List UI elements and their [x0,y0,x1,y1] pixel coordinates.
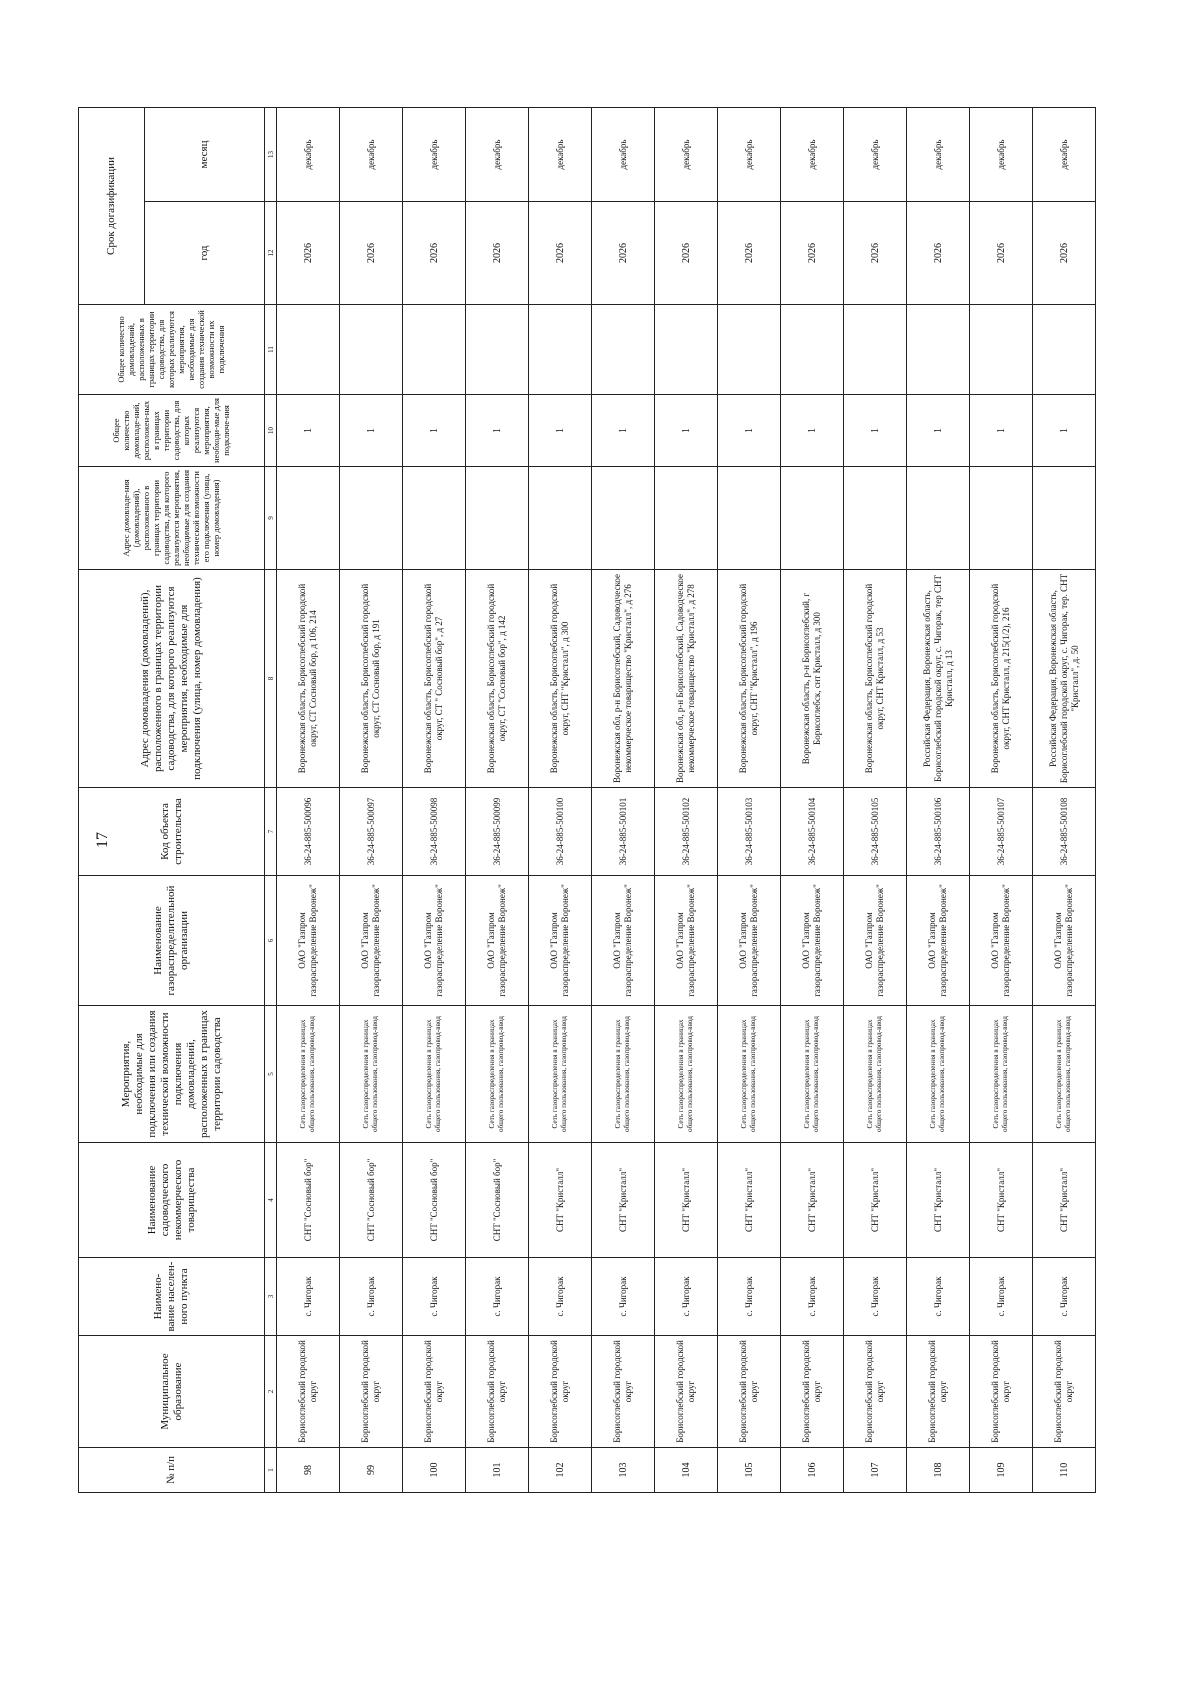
cell-object-code: 36-24-885-500101 [592,788,655,876]
cell-year: 2026 [340,202,403,305]
column-number: 6 [265,876,277,1006]
cell-count-possibility [844,305,907,395]
header-year: год [145,202,265,305]
header-measures: Мероприятия, необходимые для подключения или создания технической возможности подключения домовладений, расположенных в границах территории садоводства [79,1006,265,1143]
cell-gas-org: ОАО "Газпром газораспределение Воронеж" [781,876,844,1006]
cell-municipality: Борисоглебский городской округ [1033,1336,1096,1448]
cell-municipality: Борисоглебский городской округ [844,1336,907,1448]
cell-measures: Сеть газораспределения в границах общего пользования, газопровод-ввод [340,1006,403,1143]
cell-partnership: СНТ "Кристалл" [781,1143,844,1258]
cell-address-possibility [277,467,340,570]
cell-gas-org: ОАО "Газпром газораспределение Воронеж" [718,876,781,1006]
column-number: 11 [265,305,277,395]
cell-locality: с. Чигорак [466,1258,529,1336]
cell-gas-org: ОАО "Газпром газораспределение Воронеж" [655,876,718,1006]
table-body [277,107,1096,1492]
cell-measures: Сеть газораспределения в границах общего пользования, газопровод-ввод [1033,1006,1096,1143]
cell-month: декабрь [781,107,844,201]
cell-no: 103 [592,1448,655,1493]
cell-object-code: 36-24-885-500106 [907,788,970,876]
cell-object-code: 36-24-885-500108 [1033,788,1096,876]
cell-locality: с. Чигорак [970,1258,1033,1336]
cell-municipality: Борисоглебский городской округ [403,1336,466,1448]
cell-count-connection: 1 [844,395,907,467]
header-count-possibility: Общее количество домовладений, расположенных в границах территории садоводства, для которых реализуются мероприятия, необходимые для создания технической возможности их подключения [79,305,265,395]
cell-year: 2026 [1033,202,1096,305]
cell-locality: с. Чигорак [655,1258,718,1336]
cell-partnership: СНТ "Кристалл" [655,1143,718,1258]
cell-measures: Сеть газораспределения в границах общего пользования, газопровод-ввод [781,1006,844,1143]
cell-partnership: СНТ "Сосновый бор" [466,1143,529,1258]
cell-no: 106 [781,1448,844,1493]
cell-municipality: Борисоглебский городской округ [277,1336,340,1448]
cell-year: 2026 [466,202,529,305]
cell-address-possibility [970,467,1033,570]
cell-gas-org: ОАО "Газпром газораспределение Воронеж" [529,876,592,1006]
cell-gas-org: ОАО "Газпром газораспределение Воронеж" [403,876,466,1006]
cell-locality: с. Чигорак [340,1258,403,1336]
cell-partnership: СНТ "Кристалл" [1033,1143,1096,1258]
cell-count-possibility [340,305,403,395]
cell-partnership: СНТ "Сосновый бор" [277,1143,340,1258]
column-number: 8 [265,570,277,788]
column-number: 9 [265,467,277,570]
cell-address-possibility [466,467,529,570]
cell-count-connection: 1 [718,395,781,467]
cell-locality: с. Чигорак [529,1258,592,1336]
cell-count-connection: 1 [466,395,529,467]
cell-address: Воронежская область, Борисоглебский городской округ, СНТ Кристалл, д 215(1/2), 216 [970,570,1033,788]
header-no: № п/п [79,1448,265,1493]
cell-year: 2026 [781,202,844,305]
cell-partnership: СНТ "Кристалл" [970,1143,1033,1258]
cell-count-possibility [781,305,844,395]
header-partnership: Наименование садоводческого некоммерческого товарищества [79,1143,265,1258]
cell-count-connection: 1 [970,395,1033,467]
cell-locality: с. Чигорак [844,1258,907,1336]
table-row [970,107,1033,1492]
cell-count-possibility [970,305,1033,395]
cell-address: Воронежская область, Борисоглебский городской округ, СНТ "Кристалл", д 196 [718,570,781,788]
cell-address-possibility [844,467,907,570]
cell-count-possibility [1033,305,1096,395]
cell-count-possibility [655,305,718,395]
gasification-table [78,107,1096,1493]
cell-gas-org: ОАО "Газпром газораспределение Воронеж" [277,876,340,1006]
table-row [718,107,781,1492]
column-number: 1 [265,1448,277,1493]
cell-measures: Сеть газораспределения в границах общего пользования, газопровод-ввод [466,1006,529,1143]
cell-measures: Сеть газораспределения в границах общего пользования, газопровод-ввод [655,1006,718,1143]
cell-measures: Сеть газораспределения в границах общего пользования, газопровод-ввод [970,1006,1033,1143]
cell-address: Воронежская область, Борисоглебский городской округ, СТ Сосновый бор, д 106, 214 [277,570,340,788]
cell-measures: Сеть газораспределения в границах общего пользования, газопровод-ввод [529,1006,592,1143]
cell-year: 2026 [718,202,781,305]
cell-count-connection: 1 [529,395,592,467]
table-row [529,107,592,1492]
cell-municipality: Борисоглебский городской округ [466,1336,529,1448]
cell-no: 100 [403,1448,466,1493]
cell-partnership: СНТ "Кристалл" [529,1143,592,1258]
cell-measures: Сеть газораспределения в границах общего пользования, газопровод-ввод [277,1006,340,1143]
cell-no: 105 [718,1448,781,1493]
cell-address-possibility [403,467,466,570]
cell-object-code: 36-24-885-500104 [781,788,844,876]
cell-month: декабрь [844,107,907,201]
cell-address: Воронежская область, Борисоглебский городской округ, СТ "Сосновый бор", д 142 [466,570,529,788]
cell-address: Воронежская обл, р-н Борисоглебский, Садоводческое некоммерческое товарищество "Кристалл", д 278 [655,570,718,788]
cell-partnership: СНТ "Сосновый бор" [340,1143,403,1258]
cell-address-possibility [340,467,403,570]
cell-locality: с. Чигорак [718,1258,781,1336]
cell-gas-org: ОАО "Газпром газораспределение Воронеж" [1033,876,1096,1006]
cell-month: декабрь [403,107,466,201]
cell-address-possibility [781,467,844,570]
cell-object-code: 36-24-885-500097 [340,788,403,876]
table-row [403,107,466,1492]
cell-no: 98 [277,1448,340,1493]
column-number-row [265,107,277,1492]
cell-gas-org: ОАО "Газпром газораспределение Воронеж" [592,876,655,1006]
cell-partnership: СНТ "Кристалл" [718,1143,781,1258]
cell-year: 2026 [970,202,1033,305]
cell-year: 2026 [655,202,718,305]
cell-no: 108 [907,1448,970,1493]
cell-month: декабрь [277,107,340,201]
cell-count-connection: 1 [277,395,340,467]
header-address-possibility: Адрес домовладе-ния (домовладений), расположенного в границах территории садоводства, для которого реализуются мероприятия, необходимые для создания технической возможности его подключения (улица, номер домовладения) [79,467,265,570]
table-row [907,107,970,1492]
cell-count-possibility [592,305,655,395]
cell-month: декабрь [592,107,655,201]
cell-count-possibility [466,305,529,395]
cell-address-possibility [592,467,655,570]
cell-no: 110 [1033,1448,1096,1493]
cell-count-connection: 1 [655,395,718,467]
table-row [844,107,907,1492]
header-month: месяц [145,107,265,201]
cell-locality: с. Чигорак [277,1258,340,1336]
cell-locality: с. Чигорак [403,1258,466,1336]
column-number: 5 [265,1006,277,1143]
cell-address-possibility [907,467,970,570]
cell-municipality: Борисоглебский городской округ [655,1336,718,1448]
header-count-connection: Общее количество домовладе-ний, расположен-ных в границах территории садоводства, для которых реализуются мероприятия, необходи-мые для подключе-ния [79,395,265,467]
cell-gas-org: ОАО "Газпром газораспределение Воронеж" [844,876,907,1006]
cell-address-possibility [1033,467,1096,570]
cell-address: Воронежская область, Борисоглебский городской округ, СНТ Кристалл, д 53 [844,570,907,788]
cell-address-possibility [529,467,592,570]
table-row [592,107,655,1492]
column-number: 3 [265,1258,277,1336]
cell-month: декабрь [340,107,403,201]
cell-count-possibility [718,305,781,395]
cell-partnership: СНТ "Кристалл" [844,1143,907,1258]
cell-address: Воронежская область, Борисоглебский городской округ, СНТ "Кристалл", д 300 [529,570,592,788]
cell-address: Воронежская область, Борисоглебский городской округ, СТ " Сосновый бор", д 27 [403,570,466,788]
cell-no: 99 [340,1448,403,1493]
cell-no: 107 [844,1448,907,1493]
header-deadline: Срок догазификации [79,107,145,304]
cell-locality: с. Чигорак [907,1258,970,1336]
cell-municipality: Борисоглебский городской округ [907,1336,970,1448]
column-number: 10 [265,395,277,467]
cell-count-connection: 1 [1033,395,1096,467]
cell-address: Российская Федерация, Воронежская область, Борисоглебский городской округ, с. Чигорак, тер СНТ Кристалл, д 13 [907,570,970,788]
cell-object-code: 36-24-885-500099 [466,788,529,876]
cell-count-connection: 1 [907,395,970,467]
cell-address-possibility [718,467,781,570]
cell-address: Воронежская область, р-н Борисоглебский, г Борисоглебск, снт Кристалл, д 300 [781,570,844,788]
cell-municipality: Борисоглебский городской округ [340,1336,403,1448]
cell-measures: Сеть газораспределения в границах общего пользования, газопровод-ввод [907,1006,970,1143]
cell-municipality: Борисоглебский городской округ [592,1336,655,1448]
table-row [655,107,718,1492]
cell-year: 2026 [277,202,340,305]
cell-object-code: 36-24-885-500098 [403,788,466,876]
cell-object-code: 36-24-885-500107 [970,788,1033,876]
cell-partnership: СНТ "Сосновый бор" [403,1143,466,1258]
header-locality: Наимено-вание населен-ного пункта [79,1258,265,1336]
cell-count-possibility [403,305,466,395]
cell-no: 104 [655,1448,718,1493]
table-row [466,107,529,1492]
cell-gas-org: ОАО "Газпром газораспределение Воронеж" [466,876,529,1006]
cell-count-connection: 1 [592,395,655,467]
cell-municipality: Борисоглебский городской округ [781,1336,844,1448]
cell-count-connection: 1 [340,395,403,467]
cell-year: 2026 [529,202,592,305]
cell-gas-org: ОАО "Газпром газораспределение Воронеж" [970,876,1033,1006]
header-row-top [79,107,145,1492]
column-number: 13 [265,107,277,201]
cell-gas-org: ОАО "Газпром газораспределение Воронеж" [907,876,970,1006]
cell-measures: Сеть газораспределения в границах общего пользования, газопровод-ввод [718,1006,781,1143]
cell-count-connection: 1 [403,395,466,467]
column-number: 12 [265,202,277,305]
header-object-code: Код объекта строительства [79,788,265,876]
cell-measures: Сеть газораспределения в границах общего пользования, газопровод-ввод [844,1006,907,1143]
cell-object-code: 36-24-885-500102 [655,788,718,876]
table-row [277,107,340,1492]
header-municipality: Муниципальное образование [79,1336,265,1448]
cell-no: 101 [466,1448,529,1493]
cell-count-possibility [277,305,340,395]
cell-municipality: Борисоглебский городской округ [718,1336,781,1448]
cell-count-connection: 1 [781,395,844,467]
cell-locality: с. Чигорак [1033,1258,1096,1336]
rotated-document [78,108,1095,1493]
cell-object-code: 36-24-885-500103 [718,788,781,876]
cell-year: 2026 [907,202,970,305]
cell-year: 2026 [592,202,655,305]
cell-partnership: СНТ "Кристалл" [907,1143,970,1258]
column-number: 7 [265,788,277,876]
cell-gas-org: ОАО "Газпром газораспределение Воронеж" [340,876,403,1006]
cell-object-code: 36-24-885-500105 [844,788,907,876]
cell-address: Российская Федерация, Воронежская область, Борисоглебский городской округ, с. Чигорак, тер. СНТ "Кристалл", д. 50 [1033,570,1096,788]
cell-month: декабрь [970,107,1033,201]
cell-month: декабрь [718,107,781,201]
cell-month: декабрь [655,107,718,201]
cell-count-possibility [907,305,970,395]
column-number: 4 [265,1143,277,1258]
cell-object-code: 36-24-885-500100 [529,788,592,876]
cell-count-possibility [529,305,592,395]
cell-municipality: Борисоглебский городской округ [970,1336,1033,1448]
table-row [340,107,403,1492]
cell-month: декабрь [1033,107,1096,201]
cell-year: 2026 [844,202,907,305]
cell-address-possibility [655,467,718,570]
cell-municipality: Борисоглебский городской округ [529,1336,592,1448]
cell-address: Воронежская обл, р-н Борисоглебский, Садоводческое некоммерческое товарищество "Кристалл", д 276 [592,570,655,788]
table-row [781,107,844,1492]
cell-address: Воронежская область, Борисоглебский городской округ, СТ Сосновый бор, д 191 [340,570,403,788]
cell-measures: Сеть газораспределения в границах общего пользования, газопровод-ввод [592,1006,655,1143]
cell-object-code: 36-24-885-500096 [277,788,340,876]
cell-locality: с. Чигорак [781,1258,844,1336]
column-number: 2 [265,1336,277,1448]
cell-month: декабрь [466,107,529,201]
table-row [1033,107,1096,1492]
cell-no: 102 [529,1448,592,1493]
cell-year: 2026 [403,202,466,305]
header-gas-org: Наименование газораспределительной организации [79,876,265,1006]
cell-locality: с. Чигорак [592,1258,655,1336]
page-number: 17 [94,832,111,848]
cell-month: декабрь [907,107,970,201]
cell-month: декабрь [529,107,592,201]
cell-no: 109 [970,1448,1033,1493]
header-address: Адрес домовладения (домовладений), расположенного в границах территории садоводства, для которого реализуются мероприятия, необходимые для подключения (улица, номер домовладения) [79,570,265,788]
cell-measures: Сеть газораспределения в границах общего пользования, газопровод-ввод [403,1006,466,1143]
cell-partnership: СНТ "Кристалл" [592,1143,655,1258]
